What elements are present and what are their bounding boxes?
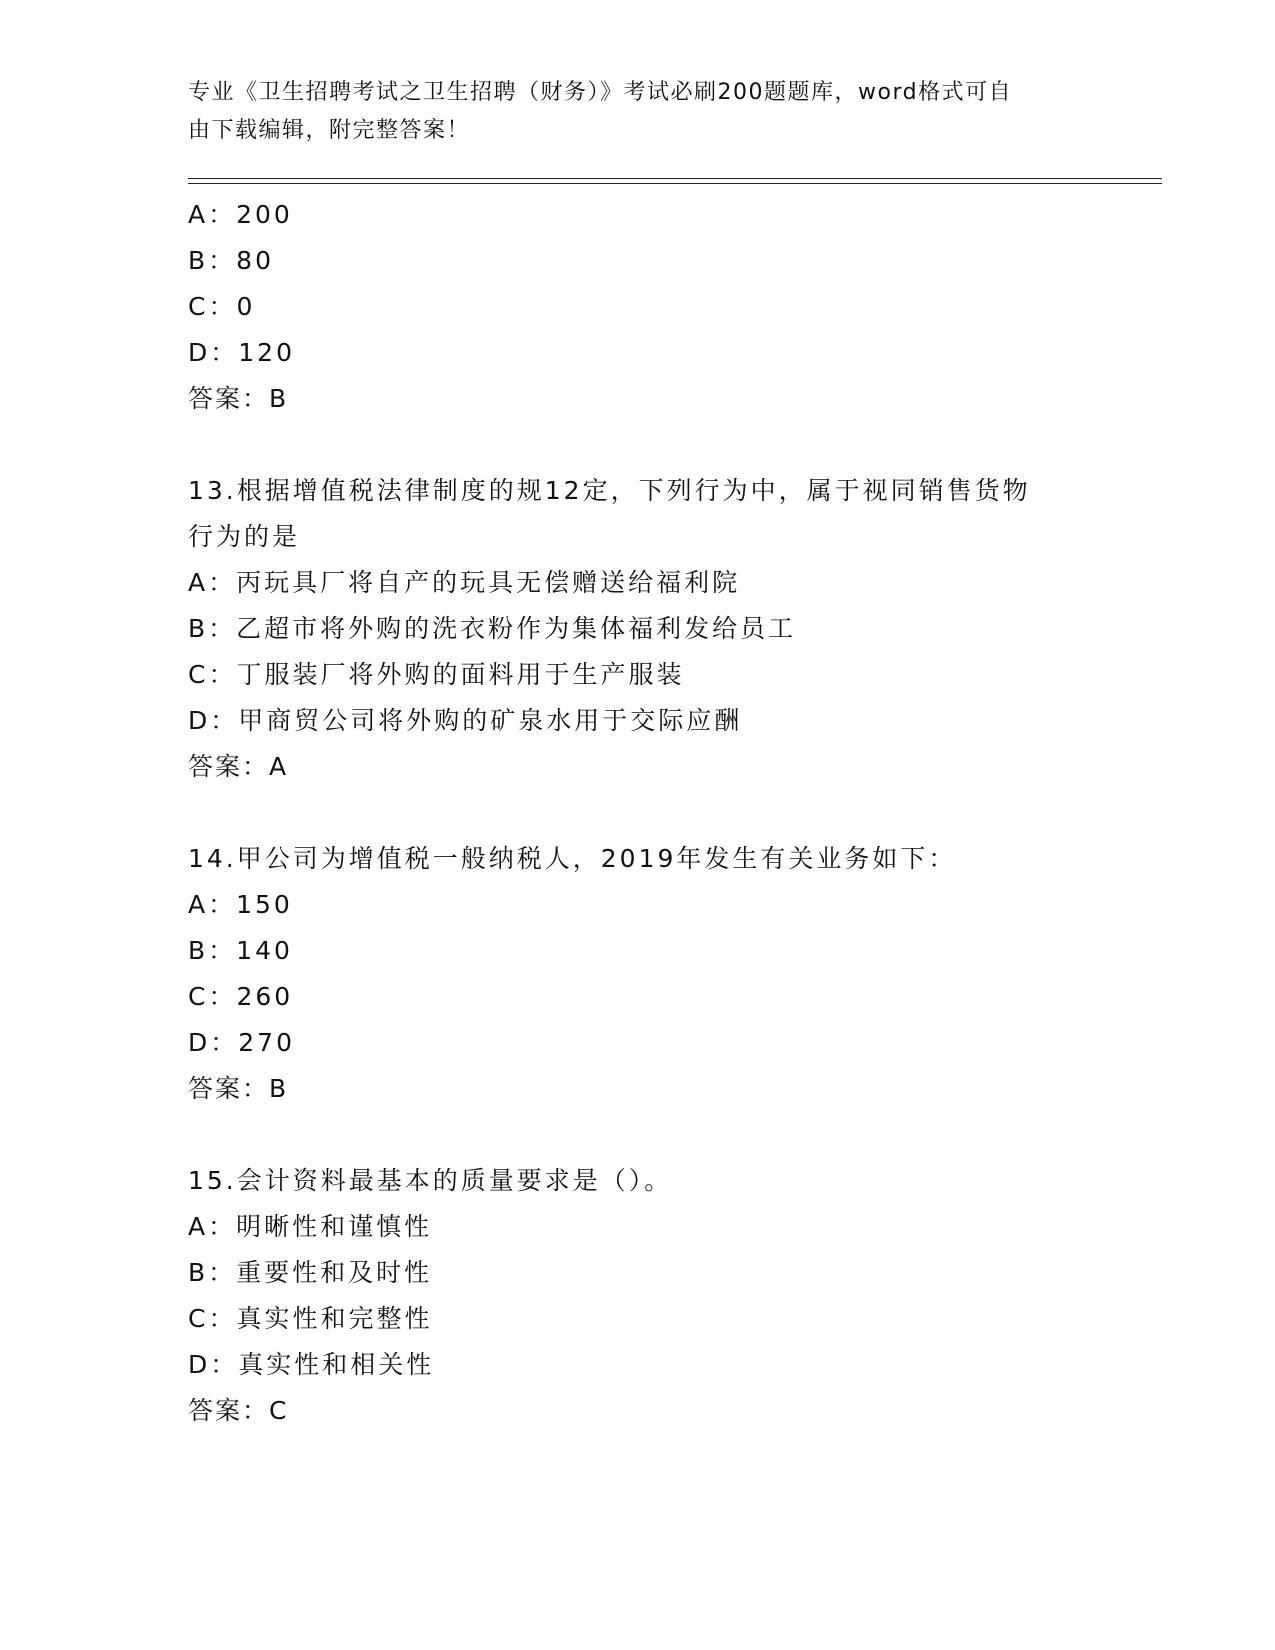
- header-divider-top: [188, 178, 1162, 179]
- question-list: [188, 192, 1088, 1434]
- answer-line: 答案：A: [188, 752, 289, 781]
- option-b: B：80: [188, 246, 274, 275]
- question-block-13: [188, 468, 1088, 790]
- spacer: [188, 422, 1088, 468]
- header-line-1: 专业《卫生招聘考试之卫生招聘（财务）》考试必刷200题题库，word格式可自: [188, 80, 1013, 105]
- option-text: 150: [236, 890, 293, 919]
- option-text: 真实性和完整性: [236, 1304, 433, 1333]
- question-block-12: [188, 192, 1088, 422]
- option-text: 甲商贸公司将外购的矿泉水用于交际应酬: [238, 706, 743, 735]
- option-b: B：乙超市将外购的洗衣粉作为集体福利发给员工: [188, 614, 797, 643]
- spacer: [188, 790, 1088, 836]
- option-text: 明晰性和谨慎性: [236, 1212, 433, 1241]
- option-text: 120: [238, 338, 295, 367]
- answer-line: 答案：B: [188, 1074, 289, 1103]
- option-text: 80: [236, 246, 274, 275]
- header-divider-bottom: [188, 183, 1162, 184]
- question-stem: 14.甲公司为增值税一般纳税人，2019年发生有关业务如下：: [188, 844, 957, 873]
- answer-line: 答案：C: [188, 1396, 289, 1425]
- option-a: A：200: [188, 200, 293, 229]
- option-text: 丙玩具厂将自产的玩具无偿赠送给福利院: [236, 568, 741, 597]
- spacer: [188, 1112, 1088, 1158]
- option-d: D：120: [188, 338, 295, 367]
- option-text: 200: [236, 200, 293, 229]
- question-stem: 13.根据增值税法律制度的规12定，下列行为中，属于视同销售货物: [188, 476, 1031, 505]
- document-header: [188, 74, 1068, 150]
- option-d: D：甲商贸公司将外购的矿泉水用于交际应酬: [188, 706, 743, 735]
- option-d: D：真实性和相关性: [188, 1350, 435, 1379]
- option-c: C：丁服装厂将外购的面料用于生产服装: [188, 660, 685, 689]
- question-stem-continued: 行为的是: [188, 522, 301, 551]
- option-text: 乙超市将外购的洗衣粉作为集体福利发给员工: [236, 614, 797, 643]
- option-text: 丁服装厂将外购的面料用于生产服装: [236, 660, 685, 689]
- option-b: B：重要性和及时性: [188, 1258, 433, 1287]
- option-a: A：丙玩具厂将自产的玩具无偿赠送给福利院: [188, 568, 741, 597]
- option-a: A：明晰性和谨慎性: [188, 1212, 433, 1241]
- question-stem: 15.会计资料最基本的质量要求是（）。: [188, 1166, 673, 1195]
- question-block-15: [188, 1158, 1088, 1434]
- option-c: C：260: [188, 982, 294, 1011]
- option-text: 140: [236, 936, 293, 965]
- option-d: D：270: [188, 1028, 295, 1057]
- option-c: C：真实性和完整性: [188, 1304, 433, 1333]
- header-line-2: 由下载编辑，附完整答案！: [188, 118, 471, 143]
- option-text: 真实性和相关性: [238, 1350, 435, 1379]
- option-b: B：140: [188, 936, 293, 965]
- option-text: 260: [236, 982, 294, 1011]
- option-c: C：0: [188, 292, 256, 321]
- option-text: 0: [236, 292, 256, 321]
- option-text: 重要性和及时性: [236, 1258, 433, 1287]
- option-a: A：150: [188, 890, 293, 919]
- question-block-14: [188, 836, 1088, 1112]
- option-text: 270: [238, 1028, 295, 1057]
- answer-line: 答案：B: [188, 384, 289, 413]
